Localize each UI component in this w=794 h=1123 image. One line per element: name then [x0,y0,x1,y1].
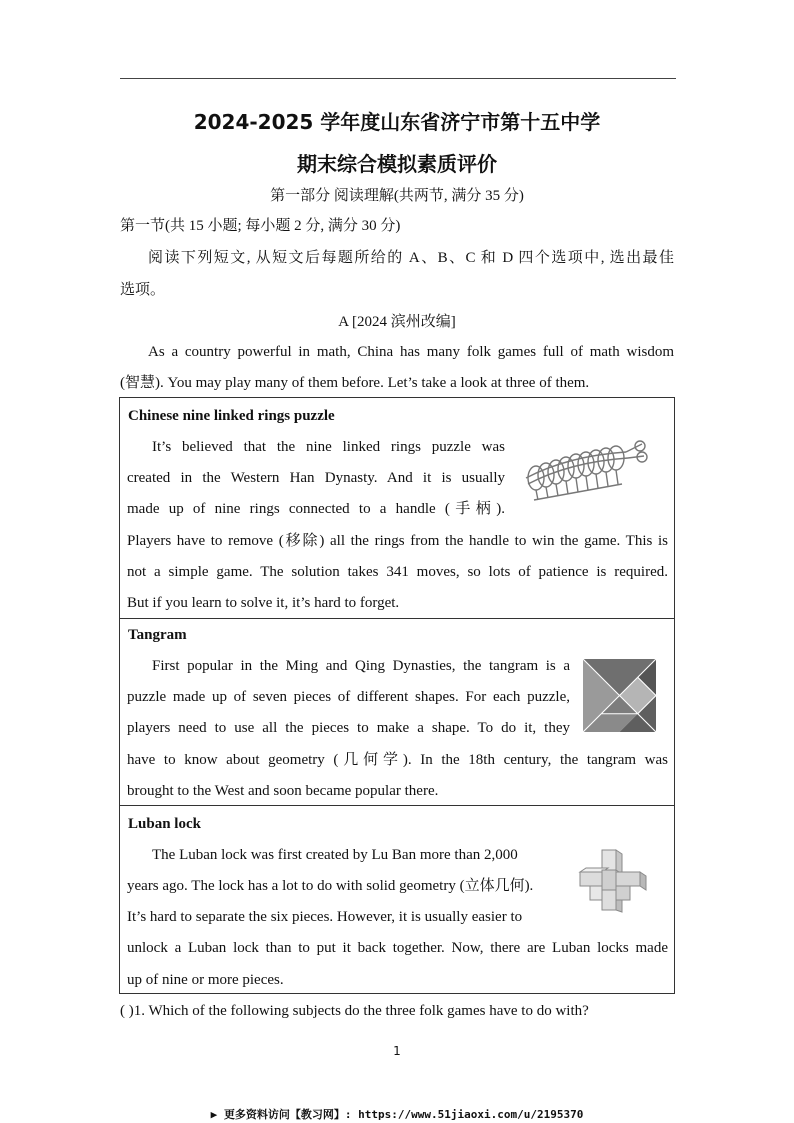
game-text-line: made up of nine rings connected to a handle (手柄). [127,501,505,517]
game-text-line: It’s hard to separate the six pieces. However, it is usually easier to [127,909,523,925]
game-text-line: created in the Western Han Dynasty. And it is usually [127,470,505,486]
game-text-line: brought to the West and soon became popular there. [127,783,439,799]
instructions-line2: 选项。 [120,282,166,298]
game-text-line: players need to use all the pieces to make a shape. To do it, they [127,720,570,736]
game-box-nine-rings [119,397,675,619]
game-heading: Luban lock [128,816,201,832]
game-text-line: not a simple game. The solution takes 341 moves, so lots of patience is required. [127,564,668,580]
instructions-line1: 阅读下列短文, 从短文后每题所给的 A、B、C 和 D 四个选项中, 选出最佳 [148,250,674,266]
game-heading: Tangram [128,627,187,643]
game-text-line: up of nine or more pieces. [127,972,284,988]
game-text-line: unlock a Luban lock than to put it back together. Now, there are Luban locks made [127,940,668,956]
question-1: ( )1. Which of the following subjects do the three folk games have to do with? [120,1003,589,1019]
intro-line1: As a country powerful in math, China has many folk games full of math wisdom [148,344,674,360]
exam-title-line2: 期末综合模拟素质评价 [297,152,497,176]
game-text-line: But if you learn to solve it, it’s hard to forget. [127,595,400,611]
game-text-line: Players have to remove (移除) all the rings from the handle to win the game. This is [127,533,668,549]
intro-line2: (智慧). You may play many of them before. Let’s take a look at three of them. [120,375,590,391]
exam-title-line1: 2024-2025 学年度山东省济宁市第十五中学 [193,110,601,134]
footer-link[interactable]: ▶ 更多资料访问【教习网】: https://www.51jiaoxi.com/u/2195370 [210,1108,584,1121]
game-box-tangram [119,618,675,806]
top-rule [120,78,676,79]
tangram-image [583,659,656,732]
passage-label: A [2024 滨州改编] [338,314,456,330]
game-text-line: years ago. The lock has a lot to do with solid geometry (立体几何). [127,878,534,894]
game-text-line: have to know about geometry (几何学). In the 18th century, the tangram was [127,752,668,768]
part-heading: 第一部分 阅读理解(共两节, 满分 35 分) [270,188,524,204]
game-heading: Chinese nine linked rings puzzle [128,408,335,424]
nine-rings-puzzle-image [518,434,648,506]
game-text-line: It’s believed that the nine linked rings puzzle was [152,439,505,455]
game-text-line: First popular in the Ming and Qing Dynasties, the tangram is a [152,658,570,674]
game-box-luban-lock [119,805,675,994]
game-text-line: puzzle made up of seven pieces of different shapes. For each puzzle, [127,689,570,705]
luban-lock-image [572,846,648,914]
page-number: 1 [393,1044,401,1058]
section-heading: 第一节(共 15 小题; 每小题 2 分, 满分 30 分) [120,218,401,234]
game-text-line: The Luban lock was first created by Lu Ban more than 2,000 [152,847,518,863]
